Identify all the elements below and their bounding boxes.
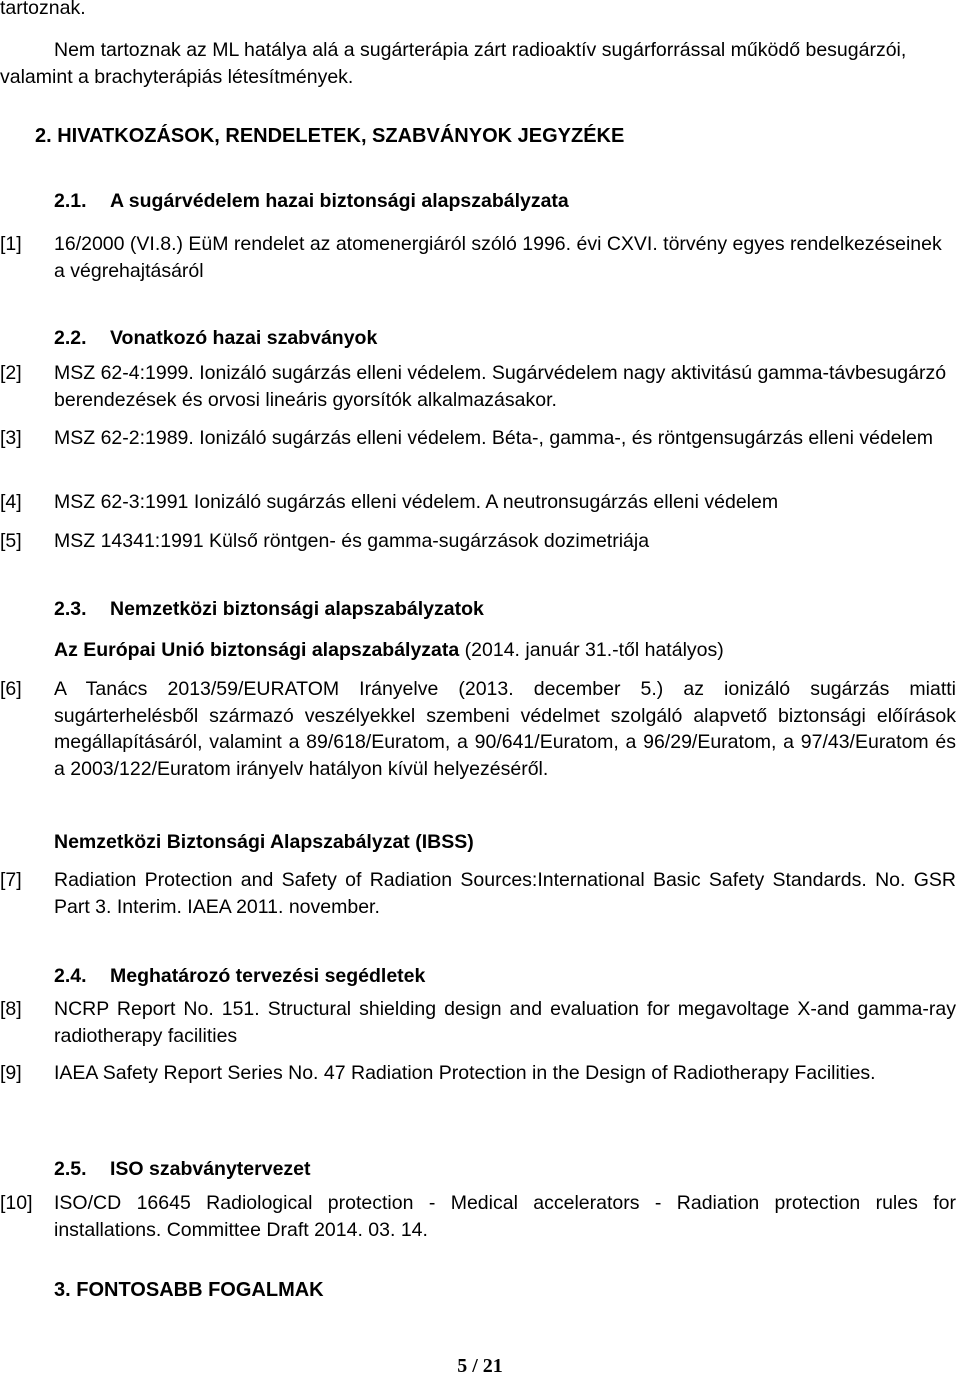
section-3-heading: 3. FONTOSABB FOGALMAK	[54, 1279, 324, 1301]
ibss-heading: Nemzetközi Biztonsági Alapszabályzat (IBSS)	[54, 831, 474, 853]
subsection-2-1-number: 2.1.	[54, 190, 87, 212]
reference-text: MSZ 62-4:1999. Ionizáló sugárzás elleni védelem. Sugárvédelem nagy aktivitású gamma-távbesugárzó berendezések és orvosi lineáris gyorsítók alkalmazásakor.	[54, 362, 947, 411]
intro-paragraph: Nem tartoznak az ML hatálya alá a sugárterápia zárt radioaktív sugárforrással működő besugárzói, valamint a brachyterápiás létesítmények.	[0, 39, 907, 88]
subsection-2-4-number: 2.4.	[54, 965, 87, 987]
reference-label: [7]	[0, 869, 22, 891]
reference-label: [6]	[0, 678, 22, 700]
subsection-2-3-number: 2.3.	[54, 598, 87, 620]
reference-label: [8]	[0, 998, 22, 1020]
reference-text: A Tanács 2013/59/EURATOM Irányelve (2013. december 5.) az ionizáló sugárzás miatti sugárterhelésből származó veszélyekkel szembeni védelmet szolgáló alapvető biztonsági előírások megállapításáról, valamint a 89/618/Euratom, a 90/641/Euratom, a 96/29/Euratom, a 97/43/Euratom és a 2003/122/Euratom irányelv hatályon kívül helyezéséről.	[54, 678, 956, 780]
reference-label: [1]	[0, 233, 22, 255]
reference-text: ISO/CD 16645 Radiological protection - Medical accelerators - Radiation protection rules for installations. Committee Draft 2014. 03. 14.	[54, 1192, 956, 1241]
subsection-2-2-number: 2.2.	[54, 327, 87, 349]
reference-label: [3]	[0, 427, 22, 449]
subsection-2-1-title: A sugárvédelem hazai biztonsági alapszabályzata	[110, 190, 569, 212]
reference-text: IAEA Safety Report Series No. 47 Radiation Protection in the Design of Radiotherapy Facilities.	[54, 1062, 876, 1084]
reference-text: 16/2000 (VI.8.) EüM rendelet az atomenergiáról szóló 1996. évi CXVI. törvény egyes rendelkezéseinek a végrehajtásáról	[54, 233, 942, 282]
reference-label: [9]	[0, 1062, 22, 1084]
reference-text: MSZ 62-3:1991 Ionizáló sugárzás elleni védelem. A neutronsugárzás elleni védelem	[54, 491, 779, 513]
subsection-2-3-title: Nemzetközi biztonsági alapszabályzatok	[110, 598, 484, 620]
section-2-heading: 2. HIVATKOZÁSOK, RENDELETEK, SZABVÁNYOK JEGYZÉKE	[35, 125, 625, 147]
reference-label: [4]	[0, 491, 22, 513]
reference-label: [5]	[0, 530, 22, 552]
eu-heading-note: (2014. január 31.-től hatályos)	[459, 639, 724, 661]
subsection-2-5-title: ISO szabványtervezet	[110, 1158, 311, 1180]
reference-text: MSZ 14341:1991 Külső röntgen- és gamma-sugárzások dozimetriája	[54, 530, 650, 552]
eu-heading-title: Az Európai Unió biztonsági alapszabályzata	[54, 639, 460, 661]
subsection-2-2-title: Vonatkozó hazai szabványok	[110, 327, 378, 349]
subsection-2-4-title: Meghatározó tervezési segédletek	[110, 965, 426, 987]
reference-text: MSZ 62-2:1989. Ionizáló sugárzás elleni védelem. Béta-, gamma-, és röntgensugárzás elleni védelem	[54, 427, 934, 449]
reference-text: Radiation Protection and Safety of Radiation Sources:International Basic Safety Standards. No. GSR Part 3. Interim. IAEA 2011. november.	[54, 869, 956, 918]
reference-label: [2]	[0, 362, 22, 384]
page-number: 5 / 21	[457, 1355, 503, 1377]
eu-heading	[54, 637, 724, 663]
reference-text: NCRP Report No. 151. Structural shielding design and evaluation for megavoltage X-and gamma-ray radiotherapy facilities	[54, 998, 956, 1047]
reference-label: [10]	[0, 1192, 33, 1214]
subsection-2-5-number: 2.5.	[54, 1158, 87, 1180]
continued-text: tartoznak.	[0, 0, 86, 19]
